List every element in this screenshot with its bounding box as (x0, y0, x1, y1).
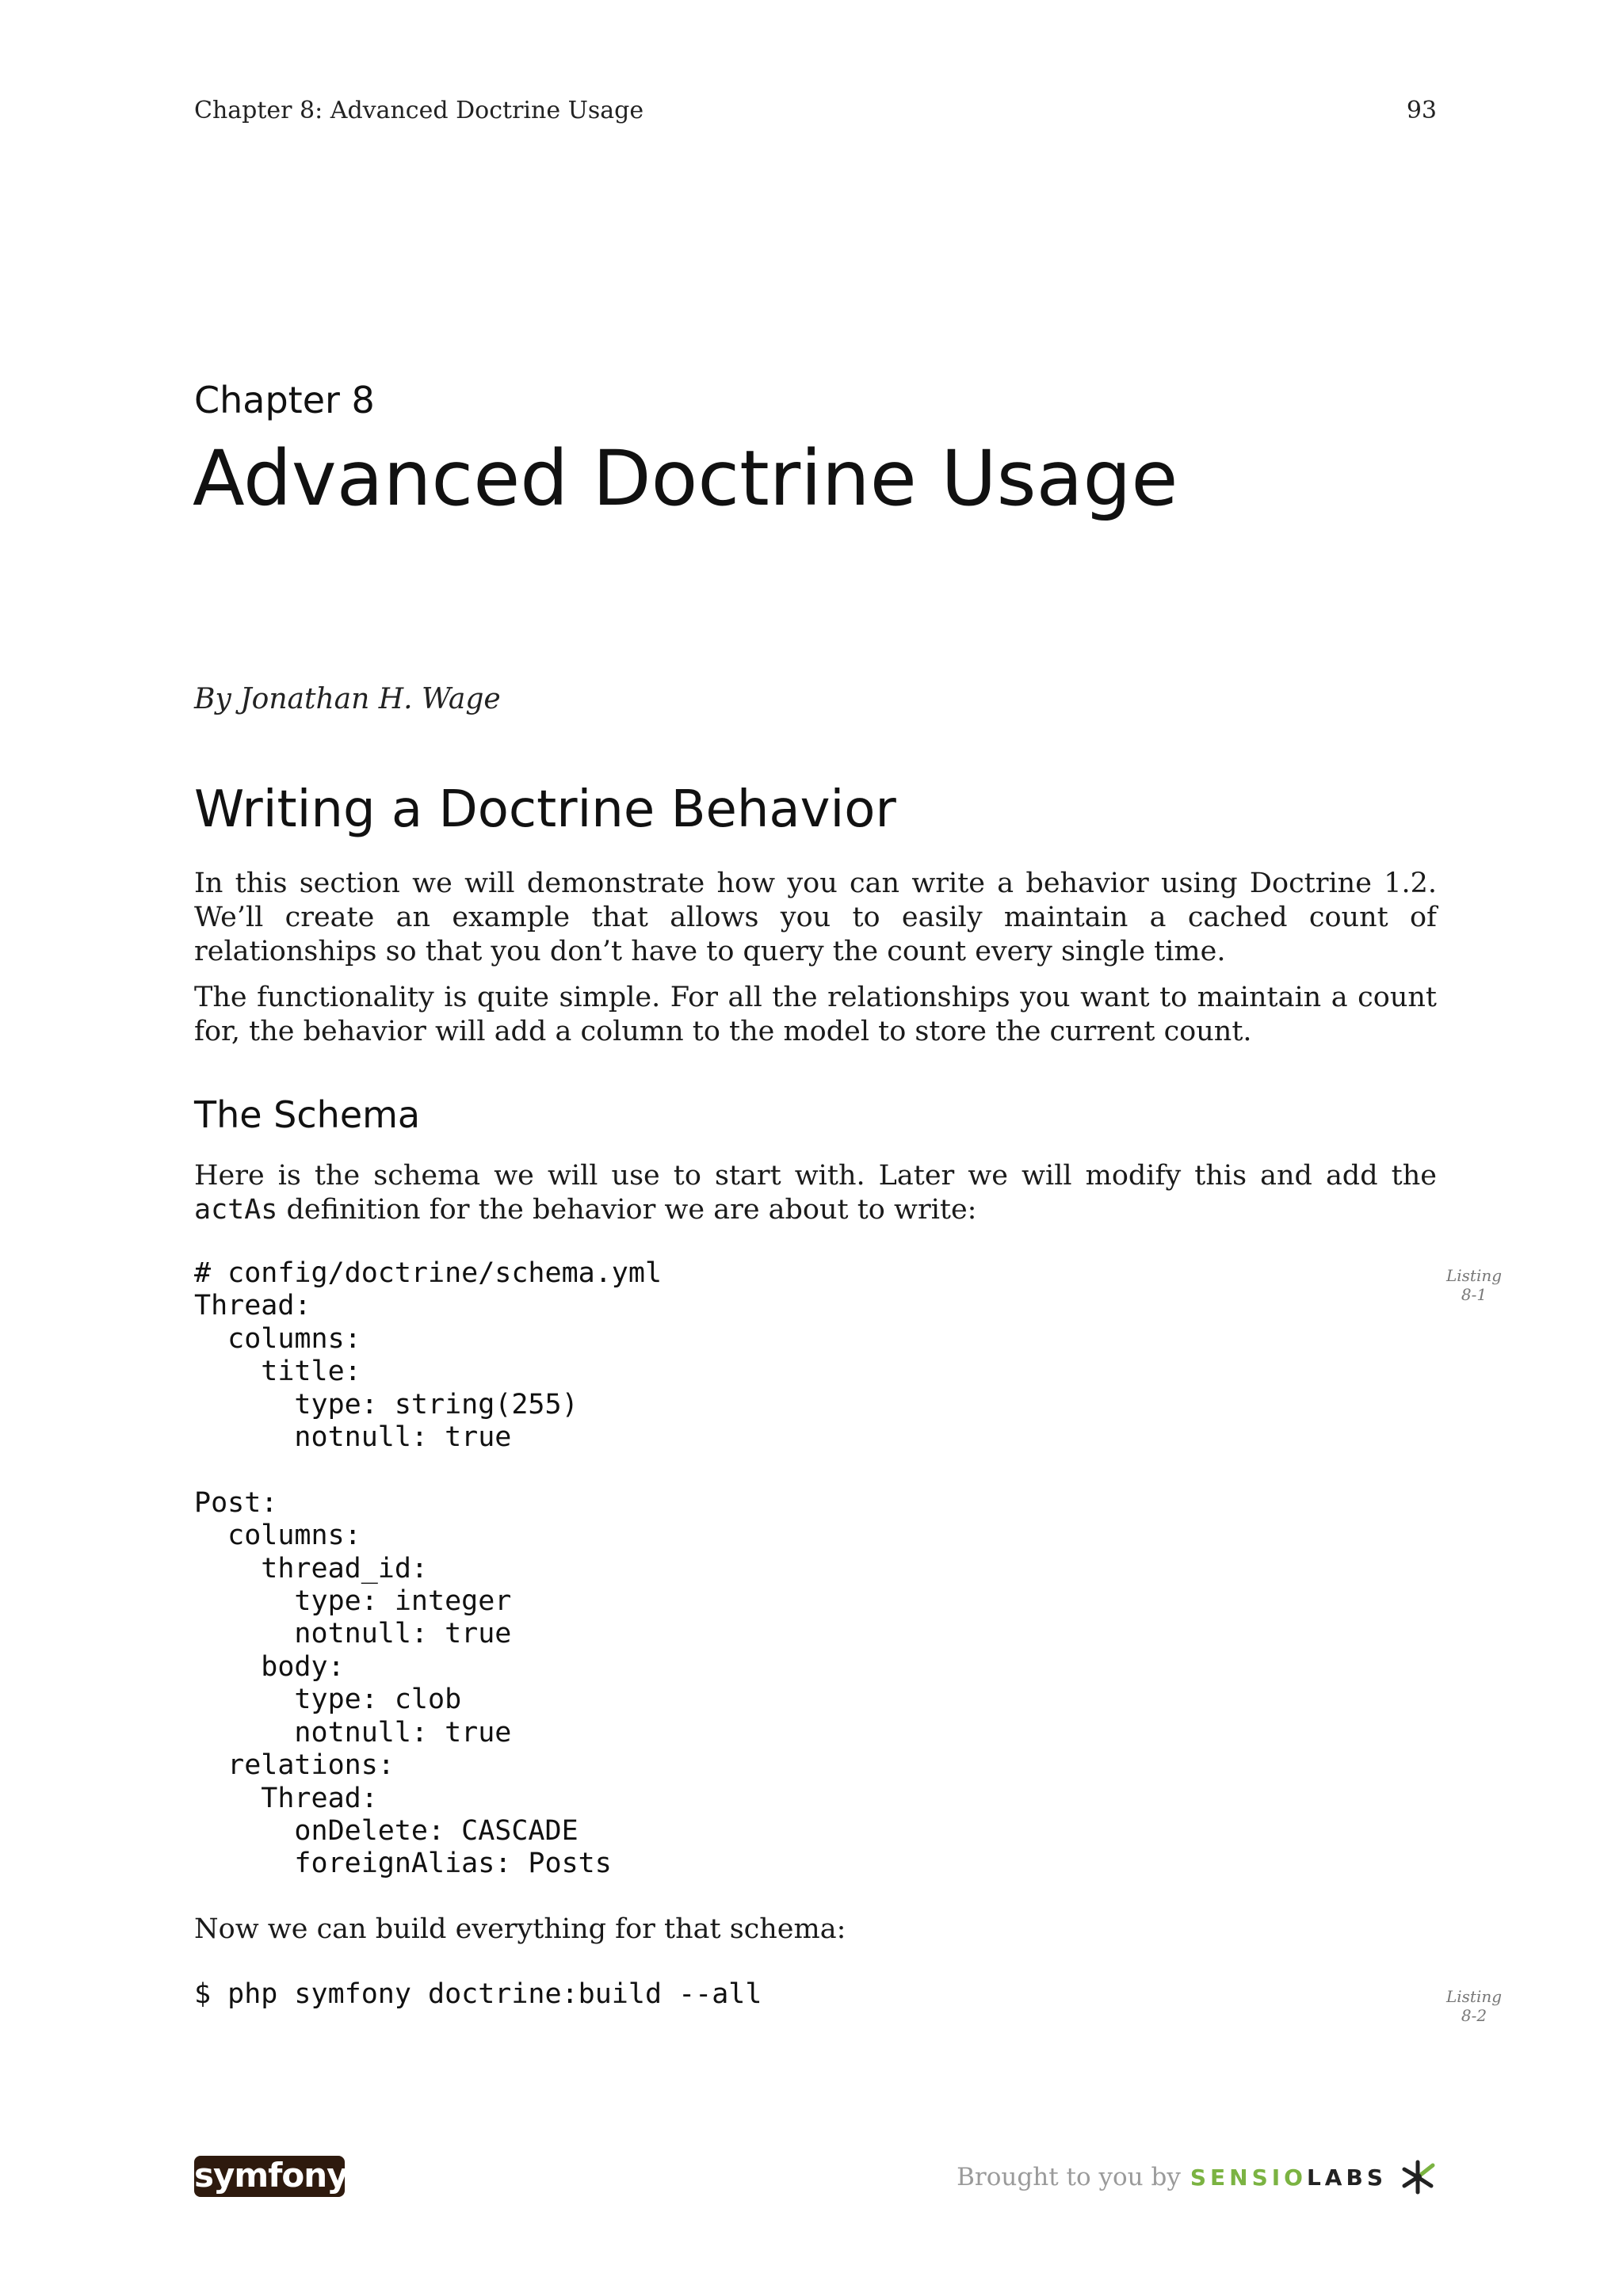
brand-sensio: SENSIO (1190, 2164, 1307, 2191)
listing-label: Listing (1445, 1987, 1503, 2006)
credit-text: Brought to you by (957, 2163, 1181, 2191)
byline: By Jonathan H. Wage (194, 683, 501, 715)
listing-number: 8-1 (1461, 1285, 1487, 1304)
running-header-chapter: Chapter 8: Advanced Doctrine Usage (194, 97, 644, 124)
chapter-title: Advanced Doctrine Usage (193, 434, 1178, 523)
symfony-logo-text: symfony (194, 2156, 348, 2195)
build-paragraph: Now we can build everything for that schema: (194, 1913, 846, 1945)
section-heading: Writing a Doctrine Behavior (194, 780, 896, 839)
schema-intro-text: Here is the schema we will use to start with. Later we will modify this and add the (194, 1160, 1437, 1192)
listing-number: 8-2 (1461, 2006, 1487, 2025)
code-listing-build: $ php symfony doctrine:build --all (194, 1978, 762, 2010)
schema-intro-paragraph (194, 1159, 1437, 1227)
listing-label-8-1 (1426, 1266, 1522, 1304)
inline-code-actas: actAs (194, 1194, 278, 1226)
sensiolabs-icon (1396, 2157, 1439, 2197)
brand-labs: LABS (1306, 2164, 1387, 2191)
section-paragraph-2: The functionality is quite simple. For all the relationships you want to maintain a count for, the behavior will add a column to the model to store the current count. (194, 982, 1437, 1047)
chapter-label: Chapter 8 (194, 379, 375, 421)
schema-intro-text-end: definition for the behavior we are about to write: (277, 1194, 977, 1226)
code-listing-schema: # config/doctrine/schema.yml Thread: columns: title: type: string(255) notnull: true Post: columns: thread_id: type: integer notnull: true body: type: clob notnull: true relations: Thread: onDelete: CASCADE foreignAlias: Posts (194, 1257, 663, 1880)
running-header (194, 97, 1437, 132)
sensiolabs-wordmark (1190, 2164, 1387, 2191)
page-number: 93 (1406, 97, 1437, 124)
listing-label-8-2 (1426, 1987, 1522, 2025)
section-paragraph-1: In this section we will demonstrate how you can write a behavior using Doctrine 1.2. We’ll create an example that allows you to easily maintain a cached count of relationships so that you don’t have to query the count every single time. (194, 868, 1437, 967)
footer-credit (957, 2155, 1439, 2199)
listing-label: Listing (1445, 1266, 1503, 1285)
subsection-heading: The Schema (194, 1093, 421, 1136)
symfony-logo (194, 2156, 348, 2197)
